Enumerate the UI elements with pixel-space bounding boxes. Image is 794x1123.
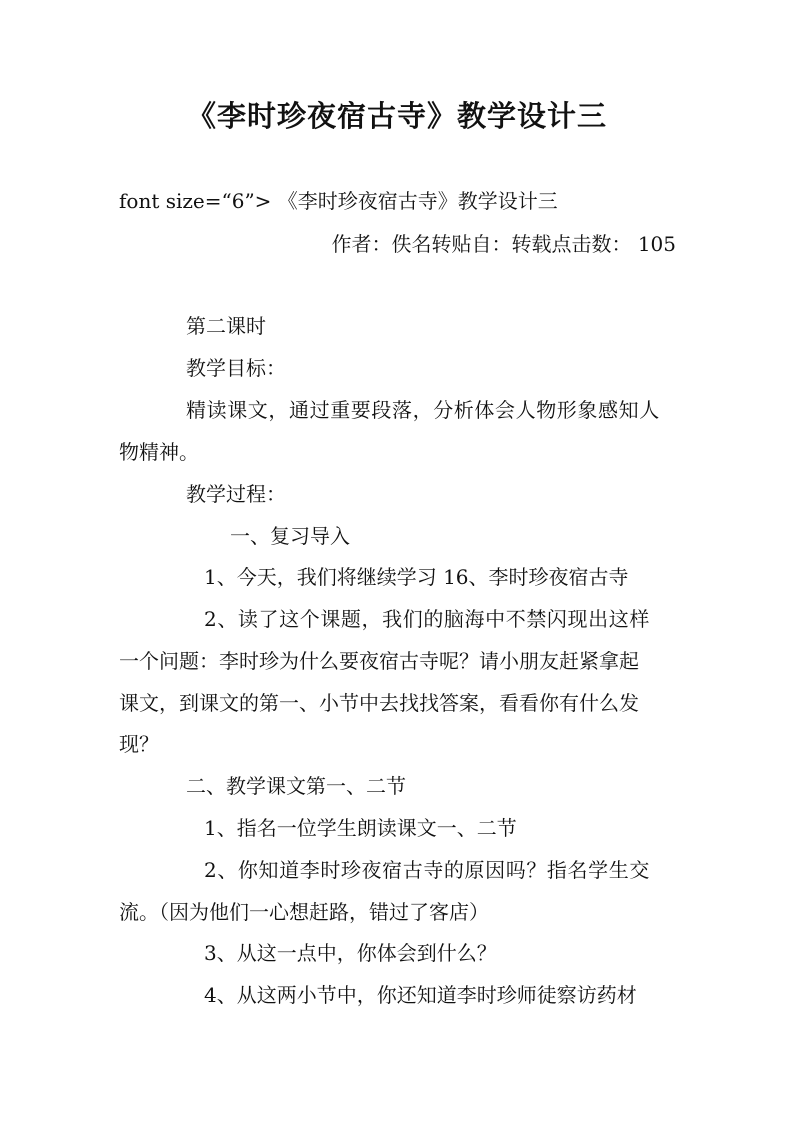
review-item-2-line-2: 一个问题：李时珍为什么要夜宿古寺呢？请小朋友赶紧拿起 (119, 649, 639, 673)
goal-text-line-1: 精读课文，通过重要段落，分析体会人物形象感知人 (186, 398, 660, 422)
teaching-item-4: 4、从这两小节中，你还知道李时珍师徒察访药材 (204, 983, 637, 1007)
document-title: 《李时珍夜宿古寺》教学设计三 (186, 99, 607, 133)
source-line: font size=“6”> 《李时珍夜宿古寺》教学设计三 (119, 189, 558, 213)
meta-line: 作者：佚名转贴自：转载点击数： 105 (331, 232, 676, 256)
review-item-2-line-4: 现？ (119, 732, 159, 756)
teaching-item-2-line-2: 流。（因为他们一心想赶路，错过了客店） (119, 900, 489, 924)
teaching-item-2-line-1: 2、你知道李时珍夜宿古寺的原因吗？指名学生交 (204, 858, 650, 882)
goal-text-line-2: 物精神。 (119, 440, 199, 464)
process-heading: 教学过程： (186, 482, 286, 506)
review-item-2-line-1: 2、读了这个课题，我们的脑海中不禁闪现出这样 (204, 607, 650, 631)
teaching-item-1: 1、指名一位学生朗读课文一、二节 (204, 816, 517, 840)
teaching-item-3: 3、从这一点中，你体会到什么？ (204, 941, 497, 965)
goal-heading: 教学目标： (186, 356, 286, 380)
review-item-2-line-3: 课文，到课文的第一、小节中去找找答案，看看你有什么发 (119, 691, 639, 715)
lesson-heading: 第二课时 (186, 314, 266, 338)
section-review-heading: 一、复习导入 (230, 524, 350, 548)
section-teaching-heading: 二、教学课文第一、二节 (186, 774, 406, 798)
review-item-1: 1、今天，我们将继续学习 16、李时珍夜宿古寺 (204, 565, 629, 589)
